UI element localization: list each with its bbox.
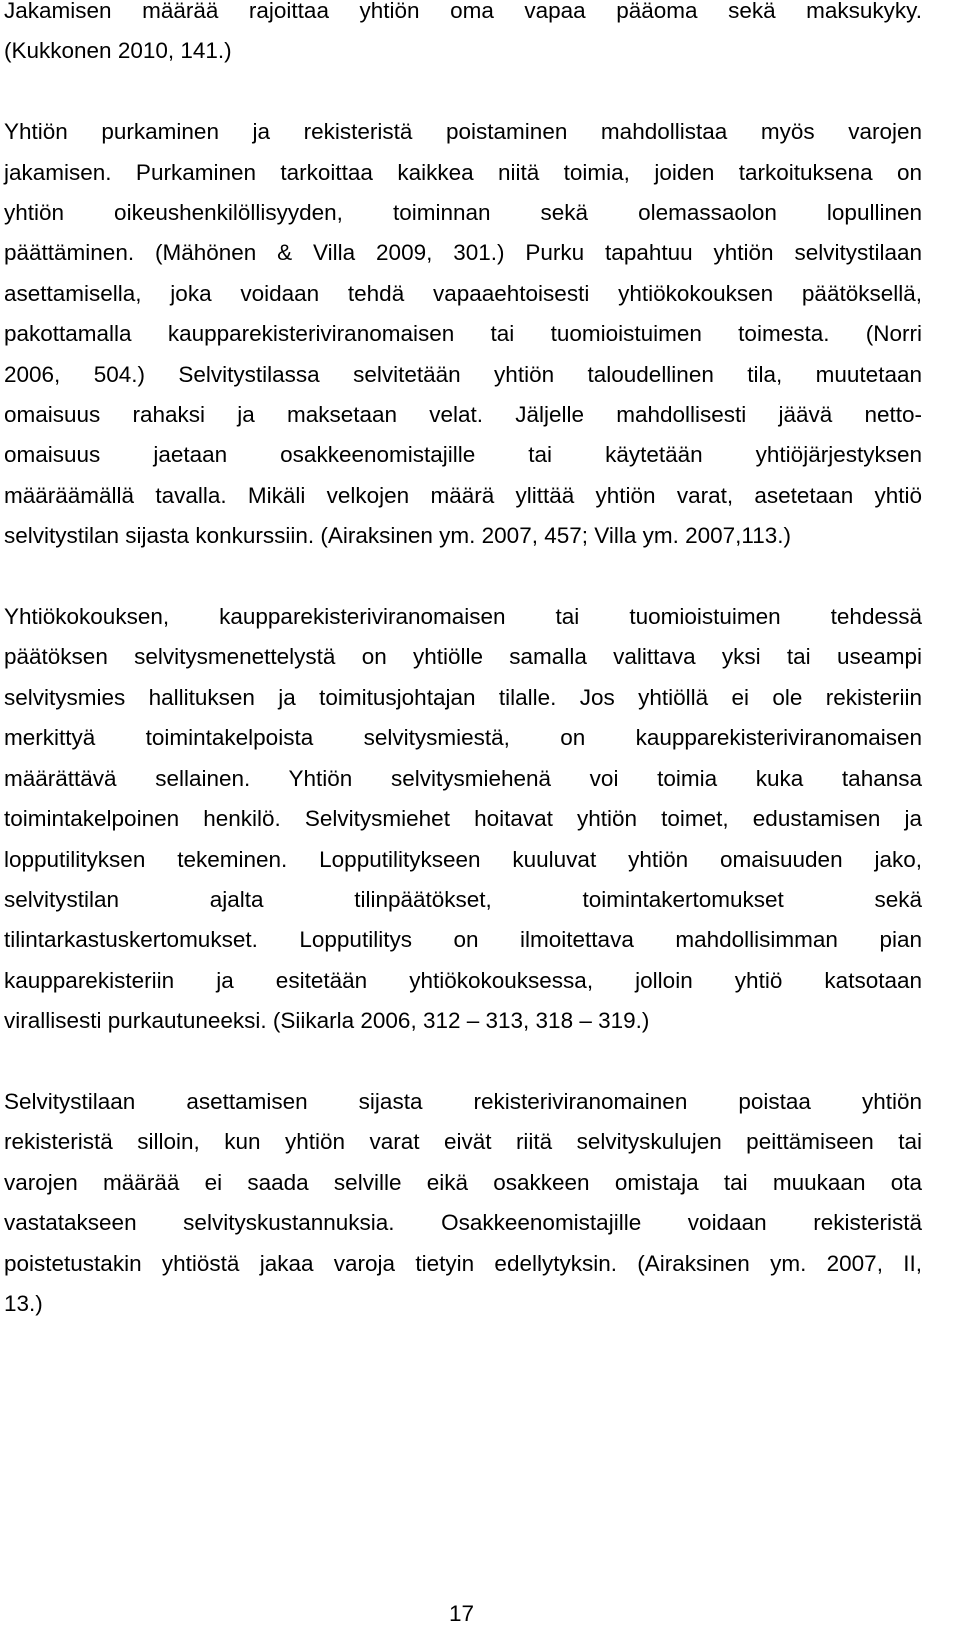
- page-number: 17: [448, 1601, 475, 1626]
- paragraph-3: [4, 597, 922, 1041]
- text-line: merkittyä toimintakelpoista selvitysmiestä, on kaupparekisteriviranomaisen: [4, 725, 922, 751]
- text-line: (Kukkonen 2010, 141.): [4, 38, 232, 64]
- text-line: päätöksen selvitysmenettelystä on yhtiölle samalla valittava yksi tai useampi: [4, 644, 922, 670]
- paragraph-1: [4, 0, 922, 72]
- text-line: päättäminen. (Mähönen & Villa 2009, 301.) Purku tapahtuu yhtiön selvitystilaan: [4, 240, 922, 266]
- text-line: selvitystilan sijasta konkurssiin. (Airaksinen ym. 2007, 457; Villa ym. 2007,113.): [4, 523, 792, 549]
- text-line: omaisuus jaetaan osakkeenomistajille tai käytetään yhtiöjärjestyksen: [4, 442, 922, 468]
- text-line: määräämällä tavalla. Mikäli velkojen määrä ylittää yhtiön varat, asetetaan yhtiö: [4, 482, 922, 508]
- paragraph-spacer: [4, 557, 922, 597]
- text-line: selvitystilan ajalta tilinpäätökset, toimintakertomukset sekä: [4, 886, 922, 912]
- text-line: omaisuus rahaksi ja maksetaan velat. Jäljelle mahdollisesti jäävä netto-: [4, 402, 922, 428]
- text-line: varojen määrää ei saada selville eikä osakkeen omistaja tai muukaan ota: [4, 1169, 922, 1195]
- paragraph-spacer: [4, 72, 922, 112]
- text-line: kaupparekisteriin ja esitetään yhtiökokouksessa, jolloin yhtiö katsotaan: [4, 967, 922, 993]
- body-text: [4, 0, 922, 1324]
- text-line: poistetustakin yhtiöstä jakaa varoja tietyin edellytyksin. (Airaksinen ym. 2007, II,: [4, 1250, 922, 1276]
- text-line: 13.): [4, 1290, 43, 1316]
- text-line: selvitysmies hallituksen ja toimitusjohtajan tilalle. Jos yhtiöllä ei ole rekisteriin: [4, 684, 922, 710]
- text-line: asettamisella, joka voidaan tehdä vapaaehtoisesti yhtiökokouksen päätöksellä,: [4, 280, 922, 306]
- text-line: yhtiön oikeushenkilöllisyyden, toiminnan sekä olemassaolon lopullinen: [4, 200, 922, 226]
- text-line: Jakamisen määrää rajoittaa yhtiön oma vapaa pääoma sekä maksukyky.: [4, 0, 922, 23]
- text-line: rekisteristä silloin, kun yhtiön varat eivät riitä selvityskulujen peittämiseen tai: [4, 1129, 922, 1155]
- text-line: pakottamalla kaupparekisteriviranomaisen tai tuomioistuimen toimesta. (Norri: [4, 321, 922, 347]
- text-line: jakamisen. Purkaminen tarkoittaa kaikkea niitä toimia, joiden tarkoituksena on: [4, 159, 922, 185]
- text-line: 2006, 504.) Selvitystilassa selvitetään yhtiön taloudellinen tila, muutetaan: [4, 361, 922, 387]
- text-line: lopputilityksen tekeminen. Lopputilitykseen kuuluvat yhtiön omaisuuden jako,: [4, 846, 922, 872]
- text-line: virallisesti purkautuneeksi. (Siikarla 2006, 312 – 313, 318 – 319.): [4, 1008, 650, 1034]
- text-line: Selvitystilaan asettamisen sijasta rekisteriviranomainen poistaa yhtiön: [4, 1088, 922, 1114]
- text-line: Yhtiön purkaminen ja rekisteristä poistaminen mahdollistaa myös varojen: [4, 119, 922, 145]
- text-line: toimintakelpoinen henkilö. Selvitysmiehet hoitavat yhtiön toimet, edustamisen ja: [4, 806, 922, 832]
- paragraph-2: [4, 112, 922, 556]
- text-line: Yhtiökokouksen, kaupparekisteriviranomaisen tai tuomioistuimen tehdessä: [4, 604, 922, 630]
- text-line: vastatakseen selvityskustannuksia. Osakkeenomistajille voidaan rekisteristä: [4, 1210, 922, 1236]
- paragraph-spacer: [4, 1042, 922, 1082]
- paragraph-4: [4, 1082, 922, 1324]
- text-line: tilintarkastuskertomukset. Lopputilitys on ilmoitettava mahdollisimman pian: [4, 927, 922, 953]
- text-line: määrättävä sellainen. Yhtiön selvitysmiehenä voi toimia kuka tahansa: [4, 765, 922, 791]
